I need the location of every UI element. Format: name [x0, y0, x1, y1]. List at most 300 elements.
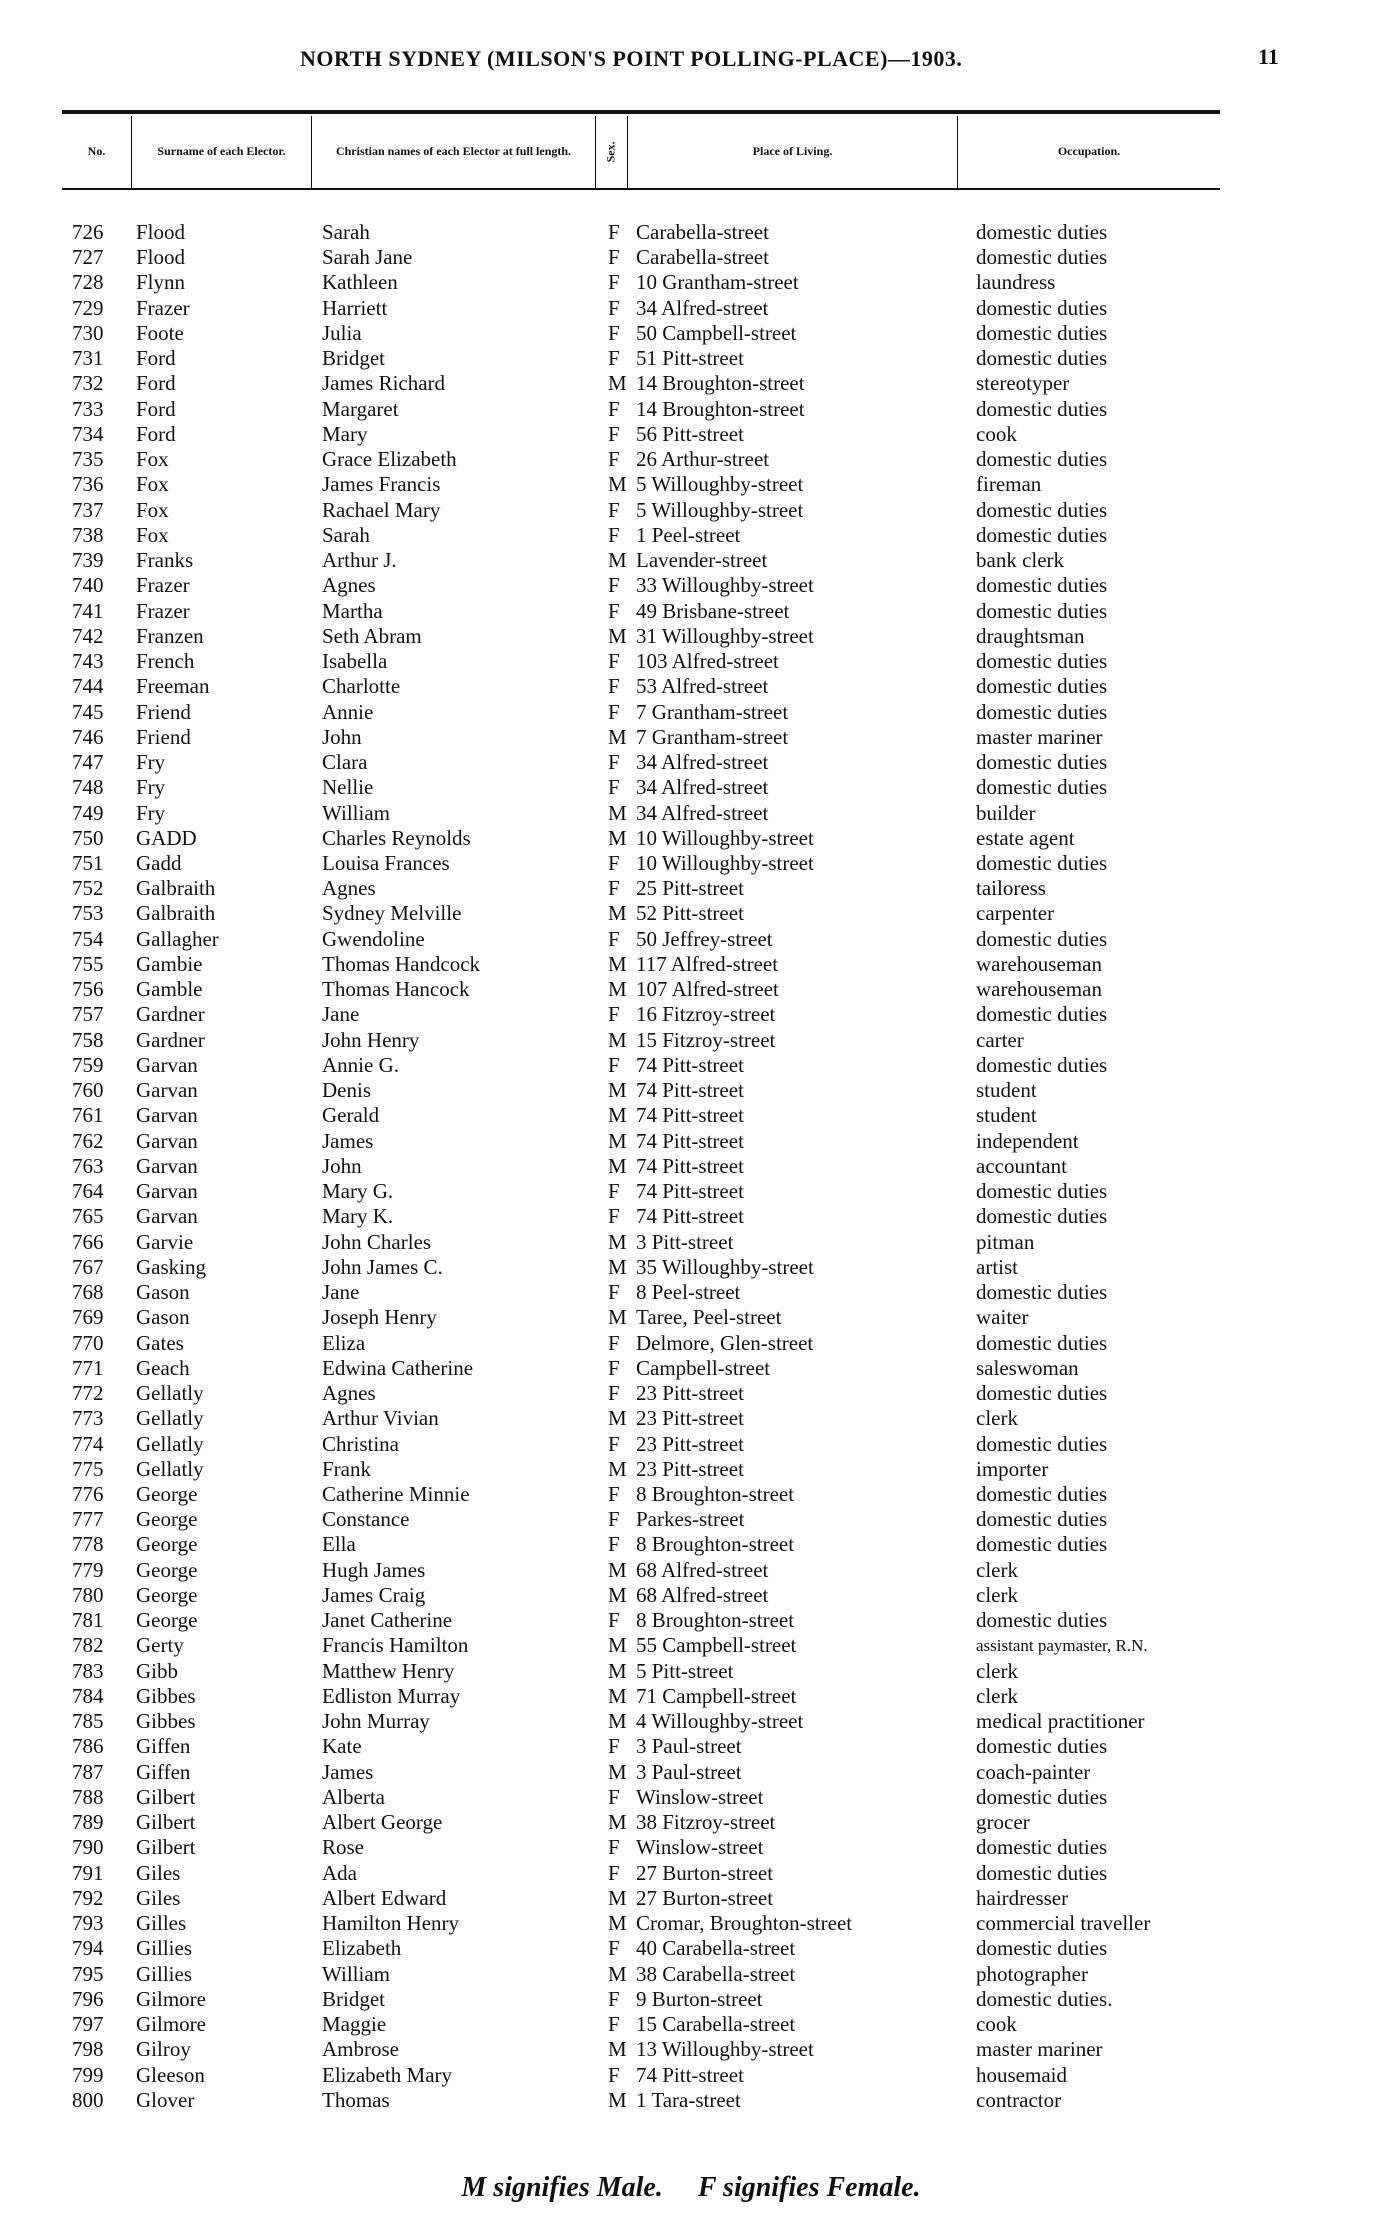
column-header-christian-names: Christian names of each Elector at full length.	[312, 116, 596, 188]
sex: F	[608, 421, 620, 446]
sex: F	[608, 851, 620, 875]
sex: F	[608, 1860, 620, 1885]
elector-number: 744	[72, 674, 104, 699]
surname: Friend	[136, 699, 191, 724]
surname: Gates	[136, 1330, 184, 1355]
place-of-living: 8 Broughton-street	[636, 1532, 795, 1557]
christian-names: Martha	[322, 598, 383, 623]
christian-names: Edliston Murray	[322, 1683, 461, 1708]
place-of-living: 5 Willoughby-street	[636, 472, 804, 497]
table-row	[0, 1936, 1382, 1961]
sex: F	[608, 1355, 620, 1380]
surname: Fry	[136, 800, 166, 825]
elector-number: 758	[72, 1027, 104, 1052]
place-of-living: 15 Fitzroy-street	[636, 1027, 776, 1052]
elector-number: 752	[72, 876, 104, 901]
elector-number: 731	[72, 346, 104, 371]
elector-number: 772	[72, 1381, 104, 1406]
sex: M	[608, 548, 627, 573]
occupation: domestic duties	[976, 220, 1108, 244]
christian-names: Thomas	[322, 2087, 390, 2112]
table-row	[0, 1835, 1382, 1860]
table-row	[0, 1987, 1382, 2012]
surname: George	[136, 1557, 198, 1582]
elector-number: 790	[72, 1835, 104, 1860]
sex: F	[608, 295, 620, 320]
christian-names: Agnes	[322, 573, 376, 598]
table-row	[0, 1760, 1382, 1785]
place-of-living: Taree, Peel-street	[636, 1305, 782, 1330]
place-of-living: 1 Peel-street	[636, 522, 741, 547]
sex: F	[608, 270, 620, 295]
sex: F	[608, 775, 620, 800]
surname: Geach	[136, 1355, 190, 1380]
elector-number: 784	[72, 1683, 104, 1708]
table-row	[0, 1179, 1382, 1204]
table-row	[0, 1558, 1382, 1583]
surname: Gilmore	[136, 2012, 206, 2037]
table-row	[0, 2037, 1382, 2062]
surname: Giles	[136, 1885, 181, 1910]
occupation: domestic duties	[976, 447, 1108, 472]
sex: F	[608, 598, 620, 623]
surname: Gilroy	[136, 2037, 191, 2062]
occupation: domestic duties.	[976, 1986, 1113, 2011]
occupation: domestic duties	[976, 851, 1108, 875]
occupation: domestic duties	[976, 1002, 1108, 1027]
sex: M	[608, 472, 627, 497]
table-row	[0, 1432, 1382, 1457]
elector-number: 792	[72, 1885, 104, 1910]
surname: Galbraith	[136, 901, 216, 926]
sex: M	[608, 1683, 627, 1708]
column-header-surname: Surname of each Elector.	[132, 116, 312, 188]
occupation: domestic duties	[976, 1507, 1108, 1532]
place-of-living: 53 Alfred-street	[636, 674, 769, 699]
sex: F	[608, 649, 620, 674]
elector-number: 733	[72, 396, 104, 421]
surname: Fox	[136, 522, 169, 547]
table-row	[0, 952, 1382, 977]
surname: Garvan	[136, 1128, 198, 1153]
elector-number: 761	[72, 1103, 104, 1128]
occupation: domestic duties	[976, 1734, 1108, 1759]
christian-names: Sarah	[322, 522, 370, 547]
occupation: domestic duties	[976, 245, 1108, 270]
christian-names: Jane	[322, 1280, 360, 1305]
occupation: pitman	[976, 1229, 1035, 1254]
place-of-living: 23 Pitt-street	[636, 1431, 744, 1456]
table-row	[0, 371, 1382, 396]
christian-names: Gerald	[322, 1103, 380, 1128]
christian-names: Sarah Jane	[322, 245, 413, 270]
occupation: student	[976, 1103, 1037, 1128]
place-of-living: 71 Campbell-street	[636, 1683, 797, 1708]
table-row	[0, 851, 1382, 876]
occupation: tailoress	[976, 876, 1046, 901]
christian-names: Margaret	[322, 396, 399, 421]
surname: Gleeson	[136, 2062, 205, 2087]
occupation: coach-painter	[976, 1759, 1091, 1784]
elector-number: 729	[72, 295, 104, 320]
surname: Glover	[136, 2087, 195, 2112]
christian-names: Hugh James	[322, 1557, 426, 1582]
christian-names: John Henry	[322, 1027, 420, 1052]
table-row	[0, 1406, 1382, 1431]
surname: Gellatly	[136, 1381, 204, 1406]
column-header-no: No.	[62, 116, 132, 188]
surname: Fox	[136, 497, 169, 522]
table-row	[0, 523, 1382, 548]
occupation: domestic duties	[976, 699, 1108, 724]
christian-names: Elizabeth Mary	[322, 2062, 453, 2087]
occupation: master mariner	[976, 724, 1103, 749]
place-of-living: Delmore, Glen-street	[636, 1330, 814, 1355]
surname: Gamble	[136, 977, 203, 1002]
christian-names: Eliza	[322, 1330, 366, 1355]
sex: M	[608, 901, 627, 926]
table-row	[0, 1103, 1382, 1128]
surname: Garvan	[136, 1103, 198, 1128]
place-of-living: 34 Alfred-street	[636, 800, 769, 825]
table-row	[0, 1280, 1382, 1305]
sex: M	[608, 825, 627, 850]
occupation: domestic duties	[976, 1052, 1108, 1077]
christian-names: Annie G.	[322, 1052, 399, 1077]
surname: Ford	[136, 371, 176, 396]
surname: Freeman	[136, 674, 210, 699]
place-of-living: 14 Broughton-street	[636, 371, 805, 396]
christian-names: Kathleen	[322, 270, 398, 295]
surname: Garvie	[136, 1229, 194, 1254]
christian-names: Sarah	[322, 220, 370, 244]
sex: M	[608, 1582, 627, 1607]
surname: Fry	[136, 750, 166, 775]
christian-names: Ambrose	[322, 2037, 399, 2062]
table-row	[0, 1154, 1382, 1179]
place-of-living: 3 Paul-street	[636, 1759, 742, 1784]
elector-number: 742	[72, 623, 104, 648]
place-of-living: 5 Pitt-street	[636, 1658, 734, 1683]
place-of-living: 74 Pitt-street	[636, 2062, 744, 2087]
surname: Garvan	[136, 1078, 198, 1103]
table-row	[0, 1457, 1382, 1482]
occupation: domestic duties	[976, 1330, 1108, 1355]
christian-names: John	[322, 1153, 362, 1178]
christian-names: John Charles	[322, 1229, 432, 1254]
occupation: clerk	[976, 1683, 1018, 1708]
sex: F	[608, 1204, 620, 1229]
christian-names: Bridget	[322, 1986, 385, 2011]
elector-number: 788	[72, 1784, 104, 1809]
table-row	[0, 447, 1382, 472]
christian-names: Agnes	[322, 1381, 376, 1406]
elector-number: 783	[72, 1658, 104, 1683]
surname: Gallagher	[136, 926, 219, 951]
table-header	[62, 116, 1220, 190]
christian-names: Albert George	[322, 1810, 443, 1835]
place-of-living: Winslow-street	[636, 1835, 764, 1860]
christian-names: Mary	[322, 421, 368, 446]
table-row	[0, 422, 1382, 447]
surname: Garvan	[136, 1204, 198, 1229]
occupation: estate agent	[976, 825, 1075, 850]
christian-names: Maggie	[322, 2012, 387, 2037]
surname: Flood	[136, 245, 186, 270]
table-row	[0, 876, 1382, 901]
place-of-living: 68 Alfred-street	[636, 1582, 769, 1607]
christian-names: John James C.	[322, 1254, 443, 1279]
occupation: domestic duties	[976, 649, 1108, 674]
place-of-living: 107 Alfred-street	[636, 977, 779, 1002]
elector-number: 766	[72, 1229, 104, 1254]
elector-number: 776	[72, 1482, 104, 1506]
place-of-living: Parkes-street	[636, 1507, 745, 1532]
column-header-place: Place of Living.	[628, 116, 958, 188]
surname: French	[136, 649, 195, 674]
occupation: builder	[976, 800, 1036, 825]
christian-names: Frank	[322, 1456, 371, 1481]
sex: F	[608, 1986, 620, 2011]
surname: Gibbes	[136, 1683, 196, 1708]
elector-number: 732	[72, 371, 104, 396]
table-row	[0, 1583, 1382, 1608]
sex: M	[608, 1027, 627, 1052]
christian-names: Janet Catherine	[322, 1608, 453, 1633]
sex: M	[608, 1759, 627, 1784]
occupation: domestic duties	[976, 1936, 1108, 1961]
christian-names: William	[322, 1961, 390, 1986]
elector-number: 749	[72, 800, 104, 825]
christian-names: James Craig	[322, 1582, 426, 1607]
table-row	[0, 548, 1382, 573]
sex: M	[608, 1911, 627, 1936]
christian-names: Mary G.	[322, 1179, 394, 1204]
elector-number: 773	[72, 1406, 104, 1431]
elector-number: 762	[72, 1128, 104, 1153]
occupation: domestic duties	[976, 1431, 1108, 1456]
occupation: domestic duties	[976, 396, 1108, 421]
table-row	[0, 1028, 1382, 1053]
place-of-living: Winslow-street	[636, 1784, 764, 1809]
occupation: fireman	[976, 472, 1042, 497]
surname: Fox	[136, 447, 169, 472]
elector-number: 769	[72, 1305, 104, 1330]
occupation: clerk	[976, 1658, 1018, 1683]
occupation: domestic duties	[976, 1608, 1108, 1633]
elector-number: 741	[72, 598, 104, 623]
elector-number: 734	[72, 421, 104, 446]
elector-number: 738	[72, 522, 104, 547]
elector-number: 786	[72, 1734, 104, 1759]
elector-number: 751	[72, 851, 104, 875]
sex: F	[608, 1179, 620, 1204]
sex: M	[608, 1103, 627, 1128]
elector-number: 768	[72, 1280, 104, 1305]
sex: F	[608, 1002, 620, 1027]
place-of-living: 15 Carabella-street	[636, 2012, 796, 2037]
elector-number: 754	[72, 926, 104, 951]
header-rule	[62, 110, 1220, 114]
elector-number: 759	[72, 1052, 104, 1077]
table-row	[0, 750, 1382, 775]
sex: F	[608, 699, 620, 724]
place-of-living: 68 Alfred-street	[636, 1557, 769, 1582]
occupation: saleswoman	[976, 1355, 1079, 1380]
place-of-living: 34 Alfred-street	[636, 750, 769, 775]
christian-names: James Richard	[322, 371, 446, 396]
table-row	[0, 321, 1382, 346]
surname: Friend	[136, 724, 191, 749]
elector-number: 736	[72, 472, 104, 497]
male-legend: M signifies Male.	[461, 2172, 663, 2203]
elector-number: 789	[72, 1810, 104, 1835]
table-row	[0, 346, 1382, 371]
elector-number: 785	[72, 1709, 104, 1734]
table-row	[0, 1659, 1382, 1684]
table-row	[0, 397, 1382, 422]
place-of-living: 74 Pitt-street	[636, 1153, 744, 1178]
place-of-living: 26 Arthur-street	[636, 447, 770, 472]
table-row	[0, 2088, 1382, 2113]
sex: M	[608, 371, 627, 396]
christian-names: John	[322, 724, 362, 749]
table-row	[0, 1734, 1382, 1759]
elector-number: 782	[72, 1633, 104, 1658]
elector-number: 795	[72, 1961, 104, 1986]
table-row	[0, 1381, 1382, 1406]
occupation: photographer	[976, 1961, 1088, 1986]
surname: Franks	[136, 548, 194, 573]
christian-names: Christina	[322, 1431, 399, 1456]
occupation: domestic duties	[976, 522, 1108, 547]
christian-names: Alberta	[322, 1784, 385, 1809]
occupation: domestic duties	[976, 1179, 1108, 1204]
elector-number: 791	[72, 1860, 104, 1885]
table-row	[0, 296, 1382, 321]
christian-names: Grace Elizabeth	[322, 447, 457, 472]
elector-number: 743	[72, 649, 104, 674]
surname: Gardner	[136, 1002, 205, 1027]
female-legend: F signifies Female.	[697, 2172, 921, 2203]
place-of-living: Cromar, Broughton-street	[636, 1911, 853, 1936]
elector-number: 728	[72, 270, 104, 295]
sex: M	[608, 1456, 627, 1481]
sex: F	[608, 674, 620, 699]
table-row	[0, 801, 1382, 826]
place-of-living: 103 Alfred-street	[636, 649, 779, 674]
surname: Gilmore	[136, 1986, 206, 2011]
sex: F	[608, 926, 620, 951]
sex: M	[608, 2037, 627, 2062]
table-row	[0, 472, 1382, 497]
table-row	[0, 1053, 1382, 1078]
elector-number: 730	[72, 320, 104, 345]
occupation: laundress	[976, 270, 1056, 295]
surname: Garvan	[136, 1052, 198, 1077]
occupation: domestic duties	[976, 1532, 1108, 1557]
table-row	[0, 2063, 1382, 2088]
table-row	[0, 1204, 1382, 1229]
place-of-living: 13 Willoughby-street	[636, 2037, 814, 2062]
sex: F	[608, 497, 620, 522]
occupation: domestic duties	[976, 1860, 1108, 1885]
table-row	[0, 775, 1382, 800]
christian-names: Annie	[322, 699, 374, 724]
table-row	[0, 1305, 1382, 1330]
surname: Gillies	[136, 1936, 192, 1961]
table-row	[0, 599, 1382, 624]
sex: F	[608, 1784, 620, 1809]
occupation: domestic duties	[976, 674, 1108, 699]
table-row	[0, 1356, 1382, 1381]
christian-names: Catherine Minnie	[322, 1482, 470, 1506]
place-of-living: 1 Tara-street	[636, 2087, 741, 2112]
elector-number: 748	[72, 775, 104, 800]
sex: M	[608, 2087, 627, 2112]
elector-number: 727	[72, 245, 104, 270]
elector-number: 793	[72, 1911, 104, 1936]
table-row	[0, 1331, 1382, 1356]
surname: Flood	[136, 220, 186, 244]
sex: F	[608, 1381, 620, 1406]
place-of-living: 8 Broughton-street	[636, 1482, 795, 1506]
sex: M	[608, 1810, 627, 1835]
occupation: domestic duties	[976, 346, 1108, 371]
christian-names: Charlotte	[322, 674, 401, 699]
surname: Gilbert	[136, 1810, 196, 1835]
occupation: bank clerk	[976, 548, 1065, 573]
elector-number: 747	[72, 750, 104, 775]
occupation: clerk	[976, 1557, 1018, 1582]
christian-names: Jane	[322, 1002, 360, 1027]
place-of-living: Campbell-street	[636, 1355, 771, 1380]
elector-number: 780	[72, 1582, 104, 1607]
christian-names: Seth Abram	[322, 623, 422, 648]
place-of-living: 23 Pitt-street	[636, 1456, 744, 1481]
sex: F	[608, 573, 620, 598]
occupation: clerk	[976, 1406, 1018, 1431]
table-row	[0, 245, 1382, 270]
occupation: clerk	[976, 1582, 1018, 1607]
place-of-living: 33 Willoughby-street	[636, 573, 814, 598]
sex: M	[608, 1633, 627, 1658]
surname: Gibbes	[136, 1709, 196, 1734]
surname: Galbraith	[136, 876, 216, 901]
sex: M	[608, 1557, 627, 1582]
surname: Ford	[136, 396, 176, 421]
surname: Garvan	[136, 1179, 198, 1204]
place-of-living: 7 Grantham-street	[636, 699, 789, 724]
surname: Gellatly	[136, 1406, 204, 1431]
elector-number: 781	[72, 1608, 104, 1633]
occupation: domestic duties	[976, 573, 1108, 598]
sex: M	[608, 1153, 627, 1178]
surname: Ford	[136, 421, 176, 446]
occupation: independent	[976, 1128, 1079, 1153]
table-row	[0, 624, 1382, 649]
surname: Gilbert	[136, 1784, 196, 1809]
surname: Fox	[136, 472, 169, 497]
table-row	[0, 1709, 1382, 1734]
place-of-living: 8 Peel-street	[636, 1280, 741, 1305]
elector-number: 774	[72, 1431, 104, 1456]
sex: F	[608, 1608, 620, 1633]
christian-names: Rose	[322, 1835, 364, 1860]
surname: George	[136, 1582, 198, 1607]
sex: F	[608, 522, 620, 547]
table-row	[0, 1129, 1382, 1154]
